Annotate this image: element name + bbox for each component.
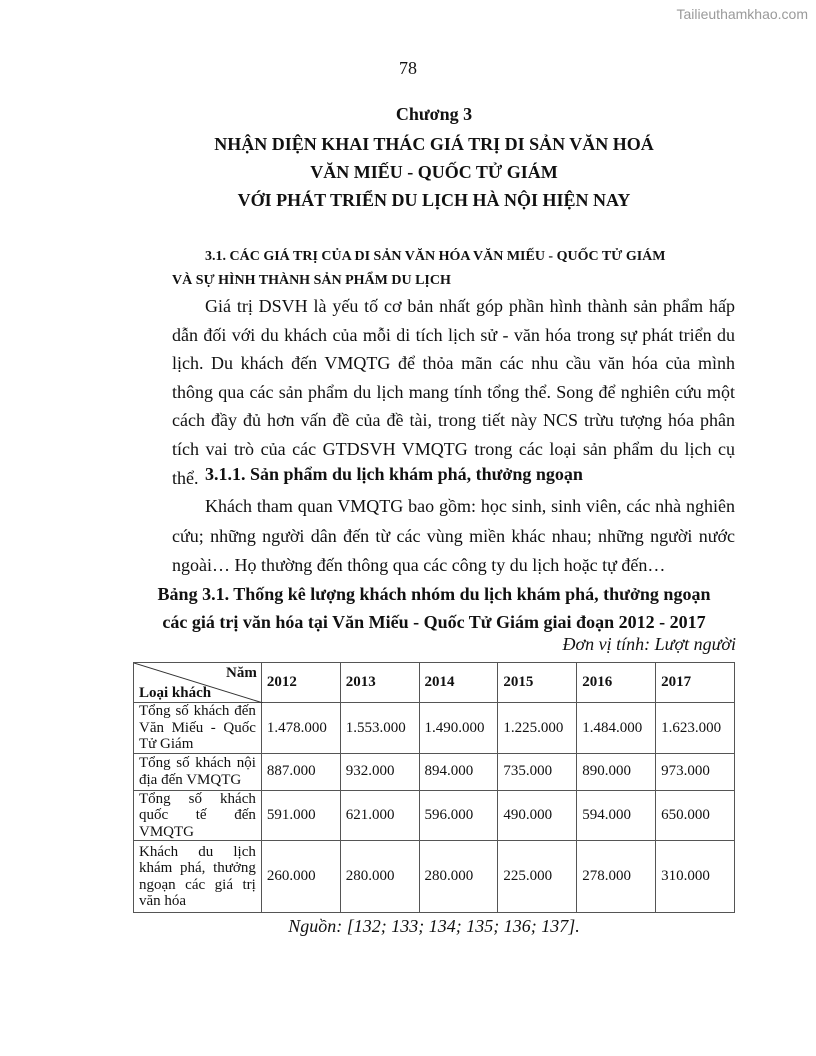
row-label: Tổng số khách quốc tế đến VMQTG — [134, 790, 262, 841]
cell: 591.000 — [261, 790, 340, 841]
year-header: 2016 — [577, 663, 656, 703]
paragraph-2: Khách tham quan VMQTG bao gồm: học sinh, sinh viên, các nhà nghiên cứu; những người dân đến từ các vùng miền khác nhau; những người nước ngoài… Họ thường đến thông qua các công ty du lịch hoặc tự đến… — [172, 496, 735, 575]
table-caption — [0, 580, 816, 636]
year-header: 2017 — [656, 663, 735, 703]
corner-year-label: Năm — [226, 665, 257, 681]
table-source: Nguồn: [132; 133; 134; 135; 136; 137]. — [288, 916, 580, 936]
cell: 1.553.000 — [340, 703, 419, 754]
cell: 260.000 — [261, 841, 340, 913]
section-heading-line-2: VÀ SỰ HÌNH THÀNH SẢN PHẨM DU LỊCH — [172, 273, 451, 288]
chapter-title-line-3: VỚI PHÁT TRIỂN DU LỊCH HÀ NỘI HIỆN NAY — [237, 190, 631, 210]
corner-type-label: Loại khách — [139, 684, 212, 701]
cell: 894.000 — [419, 753, 498, 790]
year-header: 2013 — [340, 663, 419, 703]
cell: 1.478.000 — [261, 703, 340, 754]
watermark: Tailieuthamkhao.com — [676, 6, 808, 22]
subsection-heading: 3.1.1. Sản phẩm du lịch khám phá, thưởng ngoạn — [205, 464, 583, 484]
year-header: 2015 — [498, 663, 577, 703]
cell: 278.000 — [577, 841, 656, 913]
table-row — [134, 753, 735, 790]
cell: 490.000 — [498, 790, 577, 841]
row-label: Tổng số khách đến Văn Miếu - Quốc Tử Giám — [134, 703, 262, 754]
cell: 1.484.000 — [577, 703, 656, 754]
section-heading-line-1: 3.1. CÁC GIÁ TRỊ CỦA DI SẢN VĂN HÓA VĂN MIẾU - QUỐC TỬ GIÁM — [205, 249, 666, 264]
cell: 280.000 — [419, 841, 498, 913]
unit-label: Đơn vị tính: Lượt người — [562, 634, 736, 654]
cell: 594.000 — [577, 790, 656, 841]
cell: 887.000 — [261, 753, 340, 790]
cell: 973.000 — [656, 753, 735, 790]
chapter-title-line-1: NHẬN DIỆN KHAI THÁC GIÁ TRỊ DI SẢN VĂN HOÁ — [214, 134, 654, 154]
corner-header — [134, 663, 262, 703]
cell: 890.000 — [577, 753, 656, 790]
paragraph-1-block — [172, 292, 735, 492]
table-row — [134, 790, 735, 841]
cell: 310.000 — [656, 841, 735, 913]
cell: 1.623.000 — [656, 703, 735, 754]
visitor-statistics-table — [133, 662, 735, 913]
cell: 1.225.000 — [498, 703, 577, 754]
table-row — [134, 841, 735, 913]
cell: 735.000 — [498, 753, 577, 790]
cell: 596.000 — [419, 790, 498, 841]
page-number: 78 — [399, 58, 417, 78]
cell: 280.000 — [340, 841, 419, 913]
year-header: 2014 — [419, 663, 498, 703]
paragraph-1: Giá trị DSVH là yếu tố cơ bản nhất góp phần hình thành sản phẩm hấp dẫn đối với du khách của mỗi di tích lịch sử - văn hóa trong sự phát triển du lịch. Du khách đến VMQTG để thỏa mãn các nhu cầu văn hóa của mình thông qua các sản phẩm du lịch mang tính tổng thể. Song để nghiên cứu một cách đầy đủ hơn vấn đề của đề tài, trong tiết này NCS trừu tượng hóa phân tích vai trò của các GTDSVH VMQTG trong các loại sản phẩm du lịch cụ thể. — [172, 296, 735, 488]
chapter-title-line-2: VĂN MIẾU - QUỐC TỬ GIÁM — [310, 162, 558, 182]
year-header: 2012 — [261, 663, 340, 703]
cell: 621.000 — [340, 790, 419, 841]
table-header-row — [134, 663, 735, 703]
table-caption-line-2: các giá trị văn hóa tại Văn Miếu - Quốc Tử Giám giai đoạn 2012 - 2017 — [162, 612, 706, 632]
chapter-label: Chương 3 — [395, 104, 473, 124]
cell: 225.000 — [498, 841, 577, 913]
table-row — [134, 703, 735, 754]
table-caption-line-1: Bảng 3.1. Thống kê lượng khách nhóm du lịch khám phá, thưởng ngoạn — [157, 584, 711, 604]
cell: 650.000 — [656, 790, 735, 841]
row-label: Khách du lịch khám phá, thưởng ngoạn các giá trị văn hóa — [134, 841, 262, 913]
paragraph-2-block — [172, 492, 735, 581]
row-label: Tổng số khách nội địa đến VMQTG — [134, 753, 262, 790]
cell: 1.490.000 — [419, 703, 498, 754]
cell: 932.000 — [340, 753, 419, 790]
section-heading — [172, 245, 735, 293]
